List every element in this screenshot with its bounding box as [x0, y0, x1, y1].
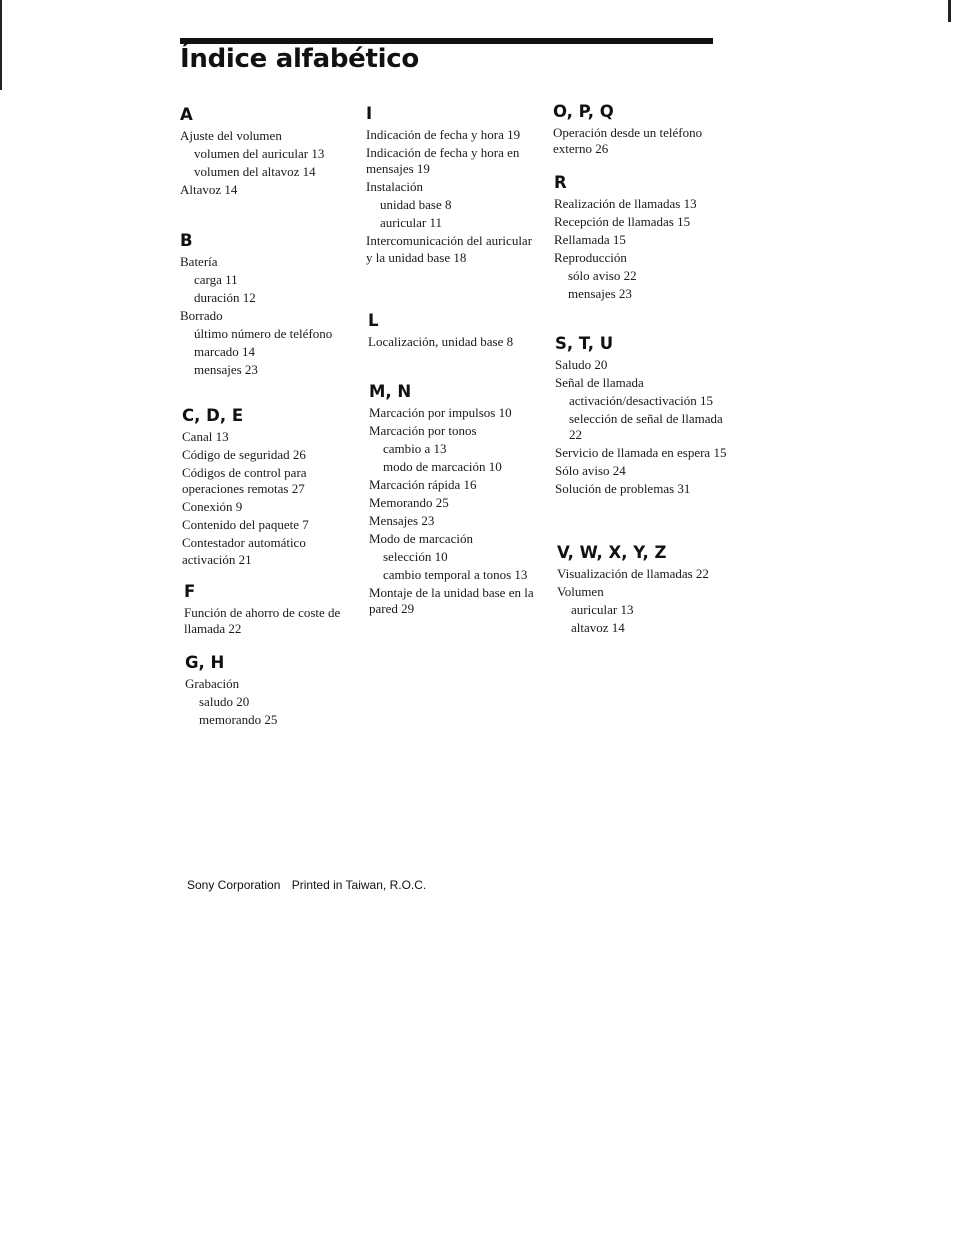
index-entry: Marcación rápida 16	[369, 477, 477, 492]
index-section-a	[180, 104, 355, 198]
index-column-1b	[180, 230, 355, 380]
index-entry: Indicación de fecha y hora en mensajes 19	[366, 145, 520, 177]
index-section-i	[366, 103, 541, 266]
index-entry: Ajuste del volumen	[180, 128, 282, 143]
index-subentry: unidad base 8	[380, 197, 452, 213]
index-section-stu	[555, 333, 730, 498]
index-entry: Batería	[180, 254, 218, 269]
index-entry: Intercomunicación del auricular y la unidad base 18	[366, 233, 533, 265]
index-entry: Contestador automático activación 21	[182, 535, 306, 567]
index-entry: Indicación de fecha y hora 19	[366, 127, 521, 142]
scan-edge-right	[948, 0, 951, 22]
section-letter: I	[366, 104, 373, 123]
index-section-f	[184, 581, 359, 638]
index-column-1e	[185, 652, 360, 730]
index-subentry: auricular 13	[571, 602, 634, 617]
index-entry: Montaje de la unidad base en la pared 29	[369, 585, 534, 617]
index-entry: Función de ahorro de coste de llamada 22	[184, 605, 341, 637]
index-entry: Sólo aviso 24	[555, 463, 626, 479]
index-column-2c	[369, 381, 544, 619]
index-column-3	[553, 101, 728, 159]
section-letter: S, T, U	[555, 334, 614, 353]
index-section-mn	[369, 381, 544, 618]
index-entry: Borrado	[180, 308, 223, 323]
index-entry: Servicio de llamada en espera 15	[555, 445, 727, 461]
index-entry: Volumen	[557, 584, 604, 599]
section-letter: L	[368, 311, 379, 330]
page-title: Índice alfabético	[180, 44, 419, 74]
index-subentry: mensajes 23	[568, 286, 632, 301]
index-section-gh	[185, 652, 360, 728]
index-subentry: carga 11	[194, 272, 238, 287]
index-subentry: cambio a 13	[383, 441, 447, 456]
index-subentry: volumen del altavoz 14	[194, 164, 316, 179]
index-subentry: modo de marcación 10	[383, 459, 502, 474]
index-entry: Canal 13	[182, 429, 229, 444]
index-column-1	[180, 104, 355, 200]
index-subentry: altavoz 14	[571, 620, 625, 635]
index-entry: Códigos de control para operaciones remotas 27	[182, 465, 307, 497]
index-entry: Grabación	[185, 676, 240, 691]
index-entry: Marcación por impulsos 10	[369, 405, 512, 420]
index-subentry: mensajes 23	[194, 362, 258, 377]
index-entry: Localización, unidad base 8	[368, 334, 514, 349]
index-section-b	[180, 230, 355, 378]
index-entry: Recepción de llamadas 15	[554, 214, 691, 229]
footer-company: Sony Corporation	[187, 878, 281, 892]
index-column-3b	[554, 172, 729, 304]
index-entry: Reproducción	[554, 250, 627, 265]
section-letter: G, H	[185, 653, 225, 672]
index-entry: Mensajes 23	[369, 513, 435, 528]
section-letter: O, P, Q	[553, 102, 614, 121]
section-letter: V, W, X, Y, Z	[557, 543, 667, 562]
index-section-cde	[182, 405, 357, 568]
index-entry: Visualización de llamadas 22	[557, 566, 709, 581]
index-entry: Saludo 20	[555, 357, 608, 372]
index-entry: Modo de marcación	[369, 531, 473, 546]
index-column-3d	[557, 542, 732, 638]
index-section-l	[368, 310, 543, 350]
index-entry: Conexión 9	[182, 499, 243, 515]
index-subentry: cambio temporal a tonos 13	[383, 567, 528, 582]
index-column-1d	[184, 581, 359, 639]
section-letter: A	[180, 105, 193, 124]
index-entry: Instalación	[366, 179, 424, 195]
index-subentry: activación/desactivación 15	[569, 393, 714, 408]
index-section-vwxyz	[557, 542, 732, 636]
index-subentry: saludo 20	[199, 694, 250, 709]
section-letter: B	[180, 231, 193, 250]
index-entry: Memorando 25	[369, 495, 449, 510]
index-subentry: duración 12	[194, 290, 256, 305]
index-subentry: sólo aviso 22	[568, 268, 637, 283]
section-letter: F	[184, 582, 196, 601]
index-column-2b	[368, 310, 543, 352]
scan-edge-left	[0, 0, 2, 90]
index-subentry: auricular 11	[380, 215, 442, 231]
index-entry: Código de seguridad 26	[182, 447, 306, 462]
index-column-3c	[555, 333, 730, 499]
index-entry: Contenido del paquete 7	[182, 517, 309, 533]
index-entry: Realización de llamadas 13	[554, 196, 697, 211]
footer	[187, 878, 426, 892]
section-letter: M, N	[369, 382, 412, 401]
index-subentry: último número de teléfono	[194, 326, 333, 341]
index-entry: Altavoz 14	[180, 182, 238, 197]
index-subentry: volumen del auricular 13	[194, 146, 325, 161]
index-subentry: memorando 25	[199, 712, 278, 727]
index-entry: Marcación por tonos	[369, 423, 477, 438]
index-entry: Rellamada 15	[554, 232, 626, 247]
index-section-r	[554, 172, 729, 302]
index-subentry: selección de señal de llamada 22	[569, 411, 723, 443]
index-entry: Solución de problemas 31	[555, 481, 691, 497]
index-subentry: selección 10	[383, 549, 448, 564]
index-column-2	[366, 103, 541, 268]
index-entry: Señal de llamada	[555, 375, 644, 390]
footer-printed: Printed in Taiwan, R.O.C.	[291, 878, 427, 892]
index-entry: Operación desde un teléfono externo 26	[553, 125, 703, 157]
section-letter: R	[554, 173, 567, 192]
index-column-1c	[182, 405, 357, 570]
index-section-opq	[553, 101, 728, 158]
index-subentry: marcado 14	[194, 344, 256, 359]
section-letter: C, D, E	[182, 406, 244, 425]
